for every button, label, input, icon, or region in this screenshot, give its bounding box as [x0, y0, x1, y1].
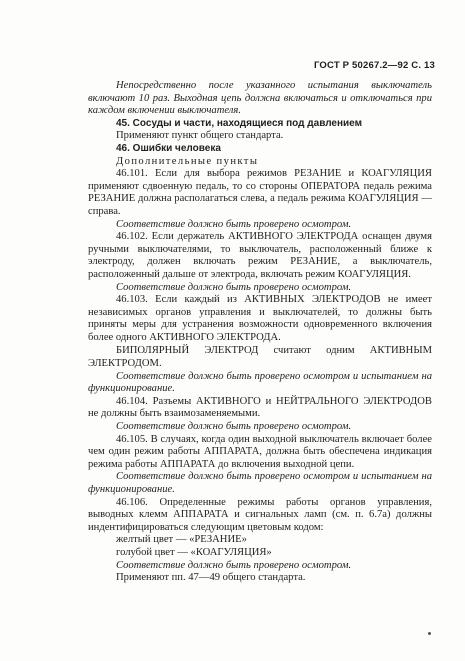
color-code-yellow: желтый цвет — «РЕЗАНИЕ»: [116, 534, 247, 546]
compliance-note: Соответствие должно быть проверено осмотром.: [116, 421, 352, 433]
paragraph-test-note: Непосредственно после указанного испытания выключатель включают 10 раз. Выходная цепь должна включаться и отключаться при каждом включении выключателя.: [88, 80, 432, 117]
section-heading-46: 46. Ошибки человека: [116, 142, 221, 154]
document-body: [88, 80, 432, 585]
paragraph-46-101: 46.101. Если для выбора режимов РЕЗАНИЕ и КОАГУЛЯЦИЯ применяют сдвоенную педаль, то со стороны ОПЕРАТОРА педаль режима РЕЗАНИЕ должна располагаться слева, а педаль режима КОАГУЛЯЦИЯ — справа.: [88, 168, 432, 217]
scan-speck: [428, 632, 431, 635]
paragraph-46-104: 46.104. Разъемы АКТИВНОГО и НЕЙТРАЛЬНОГО ЭЛЕКТРОДОВ не должны быть взаимозаменяемыми.: [88, 395, 432, 420]
paragraph-apply-general: Применяют пункт общего стандарта.: [116, 130, 284, 142]
section-heading-45: 45. Сосуды и части, находящиеся под давлением: [116, 117, 363, 129]
paragraph-apply-47-49: Применяют пп. 47—49 общего стандарта.: [116, 572, 306, 584]
paragraph-46-105: 46.105. В случаях, когда один выходной выключатель включает более чем один режим работы АППАРАТА, должна быть обеспечена индикация режима работы АППАРАТА до включения выходной цепи.: [88, 433, 432, 470]
paragraph-46-102: 46.102. Если держатель АКТИВНОГО ЭЛЕКТРОДА оснащен двумя ручными выключателями, то выключатель, расположенный ближе к электроду, должен включать режим РЕЗАНИЕ, а выключатель, расположенный дальше от электрода, включать режим КОАГУЛЯЦИЯ.: [88, 231, 432, 280]
paragraph-bipolar-electrode: БИПОЛЯРНЫЙ ЭЛЕКТРОД считают одним АКТИВНЫМ ЭЛЕКТРОДОМ.: [88, 345, 432, 370]
compliance-note: Соответствие должно быть проверено осмотром и испытанием на функционирование.: [88, 370, 432, 395]
compliance-note: Соответствие должно быть проверено осмотром.: [116, 218, 352, 230]
paragraph-46-103: 46.103. Если каждый из АКТИВНЫХ ЭЛЕКТРОДОВ не имеет независимых органов управления и выключателей, то должны быть приняты меры для устранения возможности одновременного включения более одного АКТИВНОГО ЭЛЕКТРОДА.: [88, 294, 432, 343]
page-header: ГОСТ Р 50267.2—92 С. 13: [313, 60, 435, 71]
subheading-additional-items: Дополнительные пункты: [116, 155, 259, 167]
paragraph-46-106: 46.106. Определенные режимы работы органов управления, выводных клемм АППАРАТА и сигнальных ламп (см. п. 6.7а) должны индентифицироваться следующим цветовым кодом:: [88, 496, 432, 533]
compliance-note: Соответствие должно быть проверено осмотром.: [116, 559, 352, 571]
compliance-note: Соответствие должно быть проверено осмотром.: [116, 281, 352, 293]
compliance-note: Соответствие должно быть проверено осмотром и испытанием на функционирование.: [88, 471, 432, 495]
color-code-blue: голубой цвет — «КОАГУЛЯЦИЯ»: [116, 546, 272, 558]
